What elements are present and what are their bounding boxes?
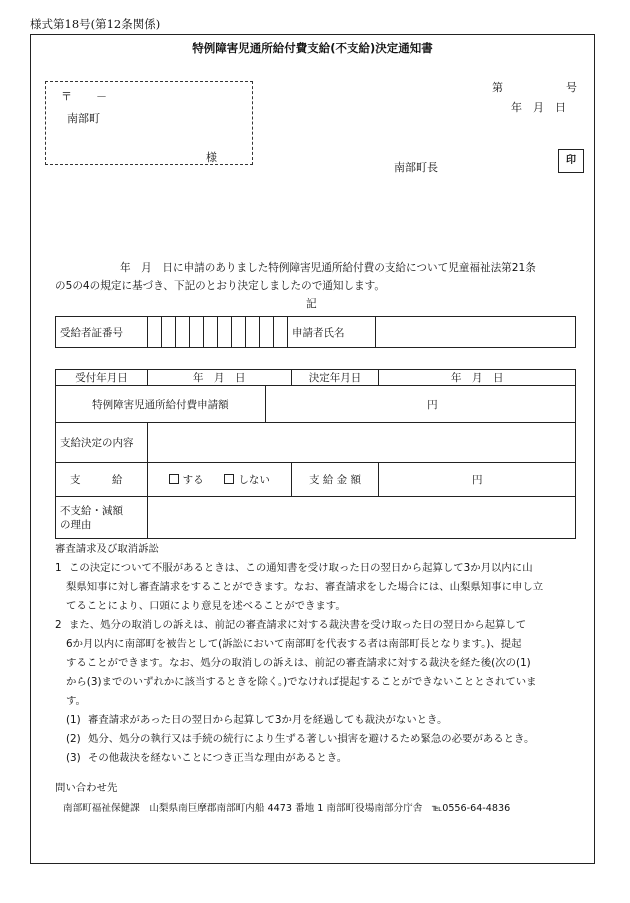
appeal-heading: 審査請求及び取消訴訟: [55, 543, 159, 555]
appeal-sub-2-text: 処分、処分の執行又は手続の続行により生ずる著しい損害を避けるため緊急の必要があるとき。: [88, 733, 535, 745]
addressee-sama: 様: [206, 151, 217, 164]
reason-label: 不支給・減額 の理由: [56, 497, 148, 539]
appeal-item-2-number: 2: [55, 619, 62, 631]
issue-date: 年 月 日: [511, 101, 566, 114]
contact-line: 南部町福祉保健課 山梨県南巨摩郡南部町内船 4473 番地 1 南部町役場南部分庁舎 ℡0556-64-4836: [63, 803, 511, 814]
appeal-sub-3-text: その他裁決を経ないことにつき正当な理由があるとき。: [88, 752, 348, 764]
appeal-sub-1-number: (1): [66, 714, 81, 726]
appeal-item-1-l1: この決定について不服があるときは、この通知書を受け取った日の翌日から起算して3か月以内に山: [69, 562, 533, 574]
decision-date-field[interactable]: 年 月 日: [379, 370, 576, 386]
applied-amount-field[interactable]: [265, 386, 575, 423]
digit-cell[interactable]: [260, 317, 274, 348]
appeal-item-1-number: 1: [55, 562, 62, 574]
address-town: 南部町: [67, 112, 100, 125]
seal-box: 印: [558, 149, 584, 173]
appeal-item-2-l2: 6か月以内に南部町を被告として(訴訟において南部町を代表する者は南部町長となります。)、提起: [66, 638, 522, 650]
appeal-sub-1-text: 審査請求があった日の翌日から起算して3か月を経過しても裁決がないとき。: [88, 714, 448, 726]
checkbox-yes[interactable]: [169, 474, 179, 484]
appeal-item-2-l4: から(3)までのいずれかに該当するときを除く。)でなければ提起することができないこととされていま: [66, 676, 537, 688]
form-number: 様式第18号(第12条関係): [30, 17, 161, 31]
digit-cell[interactable]: [218, 317, 232, 348]
payment-label: 支 給: [56, 463, 148, 497]
applicant-name-field[interactable]: [376, 317, 576, 348]
recipient-table: [55, 316, 576, 348]
appeal-item-2-l3: することができます。なお、処分の取消しの訴えは、前記の審査請求に対する裁決を経た後(次の(1): [66, 657, 531, 669]
ki-mark: 記: [306, 298, 317, 310]
postal-dash: －: [96, 90, 107, 103]
appeal-sub-3-number: (3): [66, 752, 81, 764]
postal-mark: 〒: [61, 90, 72, 103]
applied-amount-label: 特例障害児通所給付費申請額: [56, 386, 266, 423]
appeal-sub-2-number: (2): [66, 733, 81, 745]
intro-line-1: 年 月 日に申請のありました特例障害児通所給付費の支給について児童福祉法第21条: [120, 262, 536, 274]
decision-date-label: 決定年月日: [291, 370, 379, 386]
digit-cell[interactable]: [148, 317, 162, 348]
payment-amount-label: 支 給 金 額: [291, 463, 379, 497]
checkbox-no[interactable]: [224, 474, 234, 484]
option-no-label: しない: [238, 474, 270, 486]
received-date-field[interactable]: 年 月 日: [147, 370, 291, 386]
doc-number-go: 号: [566, 81, 577, 94]
digit-cell[interactable]: [204, 317, 218, 348]
decision-content-label: 支給決定の内容: [56, 423, 148, 463]
digit-cell[interactable]: [274, 317, 288, 348]
digit-cell[interactable]: [246, 317, 260, 348]
intro-line-2: の5の4の規定に基づき、下記のとおり決定しましたので通知します。: [55, 280, 386, 292]
reason-field[interactable]: [147, 497, 575, 539]
appeal-item-1-l3: てることにより、口頭により意見を述べることができます。: [66, 600, 346, 612]
payment-amount-field[interactable]: [379, 463, 576, 497]
appeal-item-2-l5: す。: [66, 695, 86, 707]
appeal-item-2-l1: また、処分の取消しの訴えは、前記の審査請求に対する裁決書を受け取った日の翌日から起算して: [69, 619, 527, 631]
applicant-name-label: 申請者氏名: [288, 317, 376, 348]
received-date-label: 受付年月日: [56, 370, 148, 386]
recipient-number-label: 受給者証番号: [56, 317, 148, 348]
digit-cell[interactable]: [162, 317, 176, 348]
digit-cell[interactable]: [190, 317, 204, 348]
decision-table: [55, 369, 576, 539]
option-yes-label: する: [182, 474, 204, 486]
contact-heading: 問い合わせ先: [55, 782, 118, 794]
digit-cell[interactable]: [232, 317, 246, 348]
doc-number-dai: 第: [492, 81, 503, 94]
mayor-name: 南部町長: [394, 161, 438, 174]
decision-content-field[interactable]: [147, 423, 575, 463]
digit-cell[interactable]: [176, 317, 190, 348]
yen-unit: 円: [427, 398, 438, 411]
yen-unit: 円: [471, 474, 483, 486]
document-title: 特例障害児通所給付費支給(不支給)決定通知書: [192, 41, 433, 55]
payment-options: [147, 463, 291, 497]
appeal-item-1-l2: 梨県知事に対し審査請求をすることができます。なお、審査請求をした場合には、山梨県知事に申し立: [66, 581, 544, 593]
